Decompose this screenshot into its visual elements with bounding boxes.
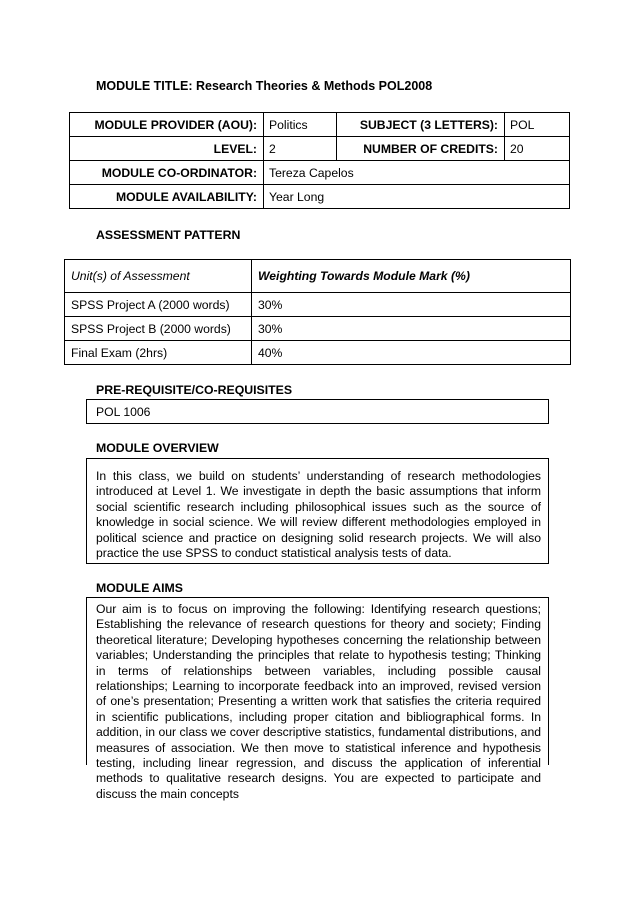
weight-cell: 40% bbox=[252, 341, 571, 365]
info-row-coordinator bbox=[70, 161, 570, 185]
aims-heading: MODULE AIMS bbox=[96, 581, 183, 595]
availability-value: Year Long bbox=[264, 185, 570, 209]
credits-label: NUMBER OF CREDITS: bbox=[337, 137, 505, 161]
aims-box bbox=[86, 597, 549, 801]
level-value: 2 bbox=[264, 137, 337, 161]
coordinator-value: Tereza Capelos bbox=[264, 161, 570, 185]
unit-cell: SPSS Project A (2000 words) bbox=[65, 293, 252, 317]
prerequisites-box bbox=[86, 399, 549, 424]
provider-value: Politics bbox=[264, 113, 337, 137]
weight-cell: 30% bbox=[252, 317, 571, 341]
overview-heading: MODULE OVERVIEW bbox=[96, 441, 219, 455]
provider-label: MODULE PROVIDER (AOU): bbox=[70, 113, 264, 137]
table-row bbox=[65, 341, 571, 365]
subject-value: POL bbox=[505, 113, 570, 137]
overview-text: In this class, we build on students’ understanding of research methodologies introduced at Level 1. We investigate in depth the basic assumptions that inform social scientific research including philosophical issues such as the source of knowledge in social science. We will review different methodologies employed in political science and practice on designing solid research projects. We will also practice the use SPSS to conduct statistical analysis tests of data. bbox=[96, 469, 541, 561]
col-unit-header: Unit(s) of Assessment bbox=[65, 260, 252, 293]
table-row bbox=[65, 317, 571, 341]
assessment-heading: ASSESSMENT PATTERN bbox=[96, 228, 241, 242]
coordinator-label: MODULE CO-ORDINATOR: bbox=[70, 161, 264, 185]
module-title: MODULE TITLE: Research Theories & Methods POL2008 bbox=[96, 79, 433, 93]
prerequisites-heading: PRE-REQUISITE/CO-REQUISITES bbox=[96, 383, 293, 397]
weight-cell: 30% bbox=[252, 293, 571, 317]
info-row-level bbox=[70, 137, 570, 161]
availability-label: MODULE AVAILABILITY: bbox=[70, 185, 264, 209]
col-weight-header: Weighting Towards Module Mark (%) bbox=[252, 260, 571, 293]
level-label: LEVEL: bbox=[70, 137, 264, 161]
prerequisites-value: POL 1006 bbox=[96, 405, 151, 419]
module-info-table bbox=[69, 112, 570, 209]
credits-value: 20 bbox=[505, 137, 570, 161]
table-row bbox=[65, 293, 571, 317]
info-row-provider bbox=[70, 113, 570, 137]
assessment-header-row bbox=[65, 260, 571, 293]
unit-cell: Final Exam (2hrs) bbox=[65, 341, 252, 365]
unit-cell: SPSS Project B (2000 words) bbox=[65, 317, 252, 341]
overview-box bbox=[86, 458, 549, 564]
subject-label: SUBJECT (3 LETTERS): bbox=[337, 113, 505, 137]
assessment-table bbox=[64, 259, 571, 365]
aims-text: Our aim is to focus on improving the following: Identifying research questions; Establishing the relevance of research questions for theory and society; Finding theoretical literature; Developing hypotheses concerning the relationship between variables; Understanding the principles that relate to hypothesis testing; Thinking in terms of relationships between variables, including possible causal relationships; Learning to incorporate feedback into an improved, revised version of one’s presentation; Presenting a written work that satisfies the criteria required in scientific publications, including proper citation and bibliographical forms. In addition, in our class we cover descriptive statistics, fundamental distributions, and measures of association. We then move to statistical inference and hypothesis testing, including linear regression, and discuss the application of inferential methods to qualitative research designs. You are expected to participate and discuss the main concepts bbox=[96, 602, 541, 801]
info-row-availability bbox=[70, 185, 570, 209]
